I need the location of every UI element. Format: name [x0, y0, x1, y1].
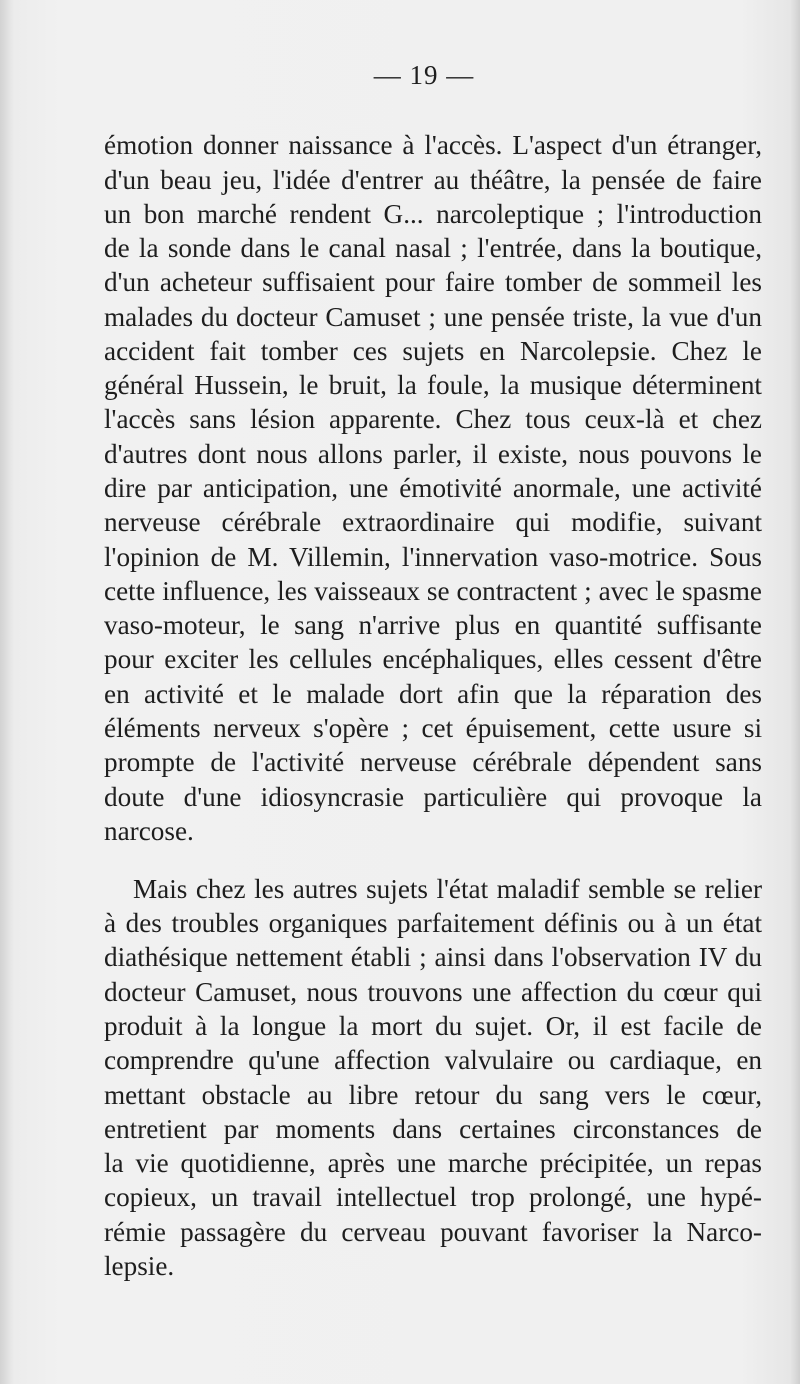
text-line: émotion donner naissance à l'accès. L'aspect d'un étranger, [104, 130, 762, 160]
text-line: dire par anticipation, une émotivité anormale, une activité [104, 473, 762, 503]
text-line: malades du docteur Camuset ; une pensée triste, la vue d'un [104, 302, 762, 332]
text-line: prompte de l'activité nerveuse cérébrale dépendent sans [104, 747, 762, 777]
text-line: lepsie. [104, 1251, 175, 1281]
text-line: vaso-moteur, le sang n'arrive plus en quantité suffisante [104, 610, 762, 640]
text-line: cette influence, les vaisseaux se contractent ; avec le spasme [104, 576, 762, 606]
text-line: éléments nerveux s'opère ; cet épuisement, cette usure si [104, 713, 762, 743]
text-line: d'un beau jeu, l'idée d'entrer au théâtre, la pensée de faire [104, 165, 762, 195]
page-number: — 19 — [373, 60, 475, 90]
text-line: Mais chez les autres sujets l'état maladif semble se relier [133, 874, 762, 904]
text-line: d'un acheteur suffisaient pour faire tomber de sommeil les [104, 267, 762, 297]
text-line: mettant obstacle au libre retour du sang vers le cœur, [104, 1080, 762, 1110]
text-line: d'autres dont nous allons parler, il existe, nous pouvons le [104, 439, 762, 469]
text-line: copieux, un travail intellectuel trop prolongé, une hypé- [104, 1182, 762, 1212]
text-line: en activité et le malade dort afin que la réparation des [104, 679, 762, 709]
text-line: entretient par moments dans certaines circonstances de [104, 1114, 762, 1144]
text-line: rémie passagère du cerveau pouvant favoriser la Narco- [104, 1217, 762, 1247]
text-line: l'accès sans lésion apparente. Chez tous ceux-là et chez [104, 404, 762, 434]
text-line: produit à la longue la mort du sujet. Or, il est facile de [104, 1011, 762, 1041]
text-line: à des troubles organiques parfaitement définis ou à un état [104, 908, 762, 938]
text-line: accident fait tomber ces sujets en Narcolepsie. Chez le [104, 336, 762, 366]
text-line: diathésique nettement établi ; ainsi dans l'observation IV du [104, 942, 762, 972]
text-line: doute d'une idiosyncrasie particulière qui provoque la [104, 782, 762, 812]
text-line: comprendre qu'une affection valvulaire ou cardiaque, en [104, 1045, 762, 1075]
text-line: narcose. [104, 816, 194, 846]
text-line: de la sonde dans le canal nasal ; l'entrée, dans la boutique, [104, 233, 762, 263]
text-line: un bon marché rendent G... narcoleptique ; l'introduction [104, 199, 762, 229]
text-line: l'opinion de M. Villemin, l'innervation vaso-motrice. Sous [104, 542, 762, 572]
text-line: docteur Camuset, nous trouvons une affection du cœur qui [104, 977, 762, 1007]
text-line: général Hussein, le bruit, la foule, la musique déterminent [104, 370, 762, 400]
text-line: nerveuse cérébrale extraordinaire qui modifie, suivant [104, 507, 762, 537]
text-line: pour exciter les cellules encéphaliques, elles cessent d'être [104, 644, 762, 674]
text-line: la vie quotidienne, après une marche précipitée, un repas [104, 1148, 762, 1178]
